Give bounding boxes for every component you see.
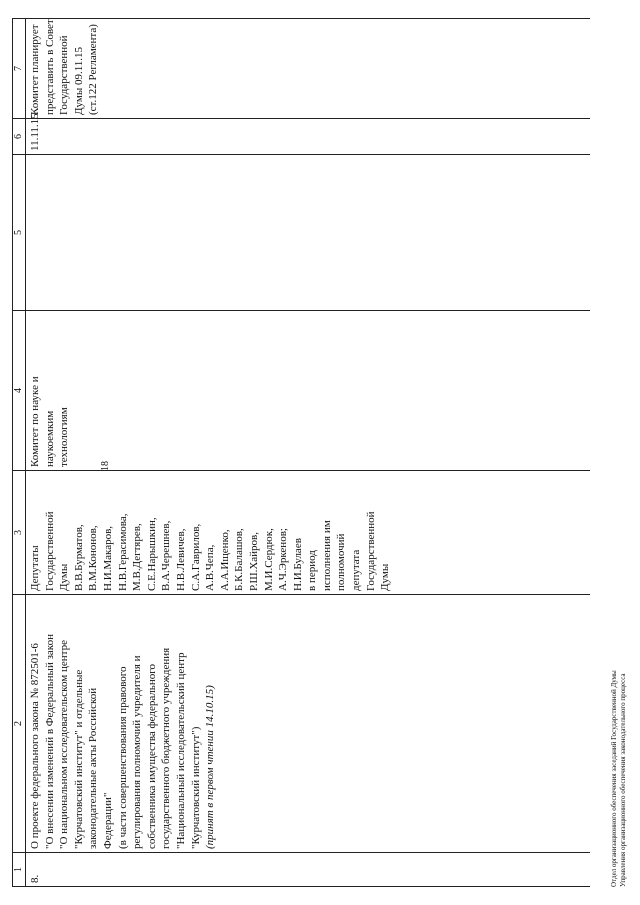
bill-line: "Национальный исследовательский центр [174,652,187,849]
footer-line-2: Управления организационного обеспечения законодательного процесса [619,673,627,887]
footer [610,670,628,887]
bill-line: государственного бюджетного учреждения [160,647,173,849]
col-header-1: 1 [13,853,26,887]
remark-line: (ст.122 Регламента) [87,24,100,115]
bill-line: законодательные акты Российской [87,687,100,849]
page-number: 18 [100,461,111,471]
initiator-line: в период [306,550,319,591]
bill-line: "Курчатовский институт") [189,726,202,849]
remarks [26,19,591,119]
col-header-7: 7 [13,19,26,119]
col-header-2: 2 [13,595,26,853]
initiator-line: Депутаты [29,545,41,591]
col-header-4: 4 [13,311,26,471]
initiator-line: Думы [379,563,392,591]
initiator-line: М.И.Сердюк, [262,528,275,591]
initiator-line: Государственной [364,511,377,591]
bill-line: "О внесении изменений в Федеральный закон [43,634,56,849]
initiator-line: полномочий [335,533,348,591]
column-5-cell [26,155,591,311]
table-row [26,19,591,887]
footer-line-1: Отдел организационного обеспечения заседаний Государственной Думы [610,670,618,887]
col-header-5: 5 [13,155,26,311]
header-row [13,19,26,887]
initiator-line: Б.К.Балашов, [233,528,246,591]
bill-line: регулирования полномочий учредителя и [131,655,144,849]
initiator-line: А.Ч.Эркенов; [277,528,290,591]
bill-line: "О национальном исследовательском центре [58,640,71,849]
bill-title: О проекте федерального закона № 872501-6 [29,643,41,849]
initiator-line: В.А.Черешнев, [160,520,173,591]
initiator-line: А.А.Ищенко, [218,529,231,591]
bill-line: собственника имущества федерального [145,664,158,849]
initiator-line: исполнения им [320,520,333,591]
remark-line: Думы 09.11.15 [72,46,85,115]
initiator-line: А.В.Чепа, [204,544,217,591]
initiator-line: С.Е.Нарышкин, [145,517,158,591]
initiator-line: Н.И.Булаев [291,538,304,591]
committee-line: технологиям [58,407,71,467]
row-number: 8. [26,853,591,887]
bill-description [26,595,591,853]
bill-line: (в части совершенствования правового [116,666,129,849]
date-cell: 11.11.15 [26,119,591,155]
remark-line: Комитет планирует [29,24,41,115]
initiator-line: Н.В.Левичев, [174,528,187,591]
committee-line: наукоемким [43,410,56,467]
col-header-6: 6 [13,119,26,155]
bill-line: Федерации" [101,792,114,849]
initiator-line: С.А.Гаврилов, [189,523,202,591]
committee-line: Комитет по науке и [29,376,41,467]
initiator-line: Н.И.Макаров, [101,525,114,591]
initiator-line: Н.В.Герасимова, [116,513,129,591]
initiator-line: Думы [58,563,71,591]
initiators [26,471,591,595]
initiator-line: М.В.Дегтярев, [131,523,144,591]
initiator-line: В.М.Кононов, [87,525,100,591]
first-reading-note: (принят в первом чтении 14.10.15) [204,685,217,849]
responsible-committee [26,311,591,471]
initiator-line: Государственной [43,511,56,591]
remark-line: Государственной [58,35,71,115]
schedule-table [12,18,590,887]
bill-line: "Курчатовский институт" и отдельные [72,669,85,849]
initiator-line: В.В.Бурматов, [72,524,85,591]
remark-line: представить в Совет [43,19,56,115]
initiator-line: депутата [350,549,363,591]
col-header-3: 3 [13,471,26,595]
initiator-line: Р.Ш.Хайров, [247,532,260,591]
